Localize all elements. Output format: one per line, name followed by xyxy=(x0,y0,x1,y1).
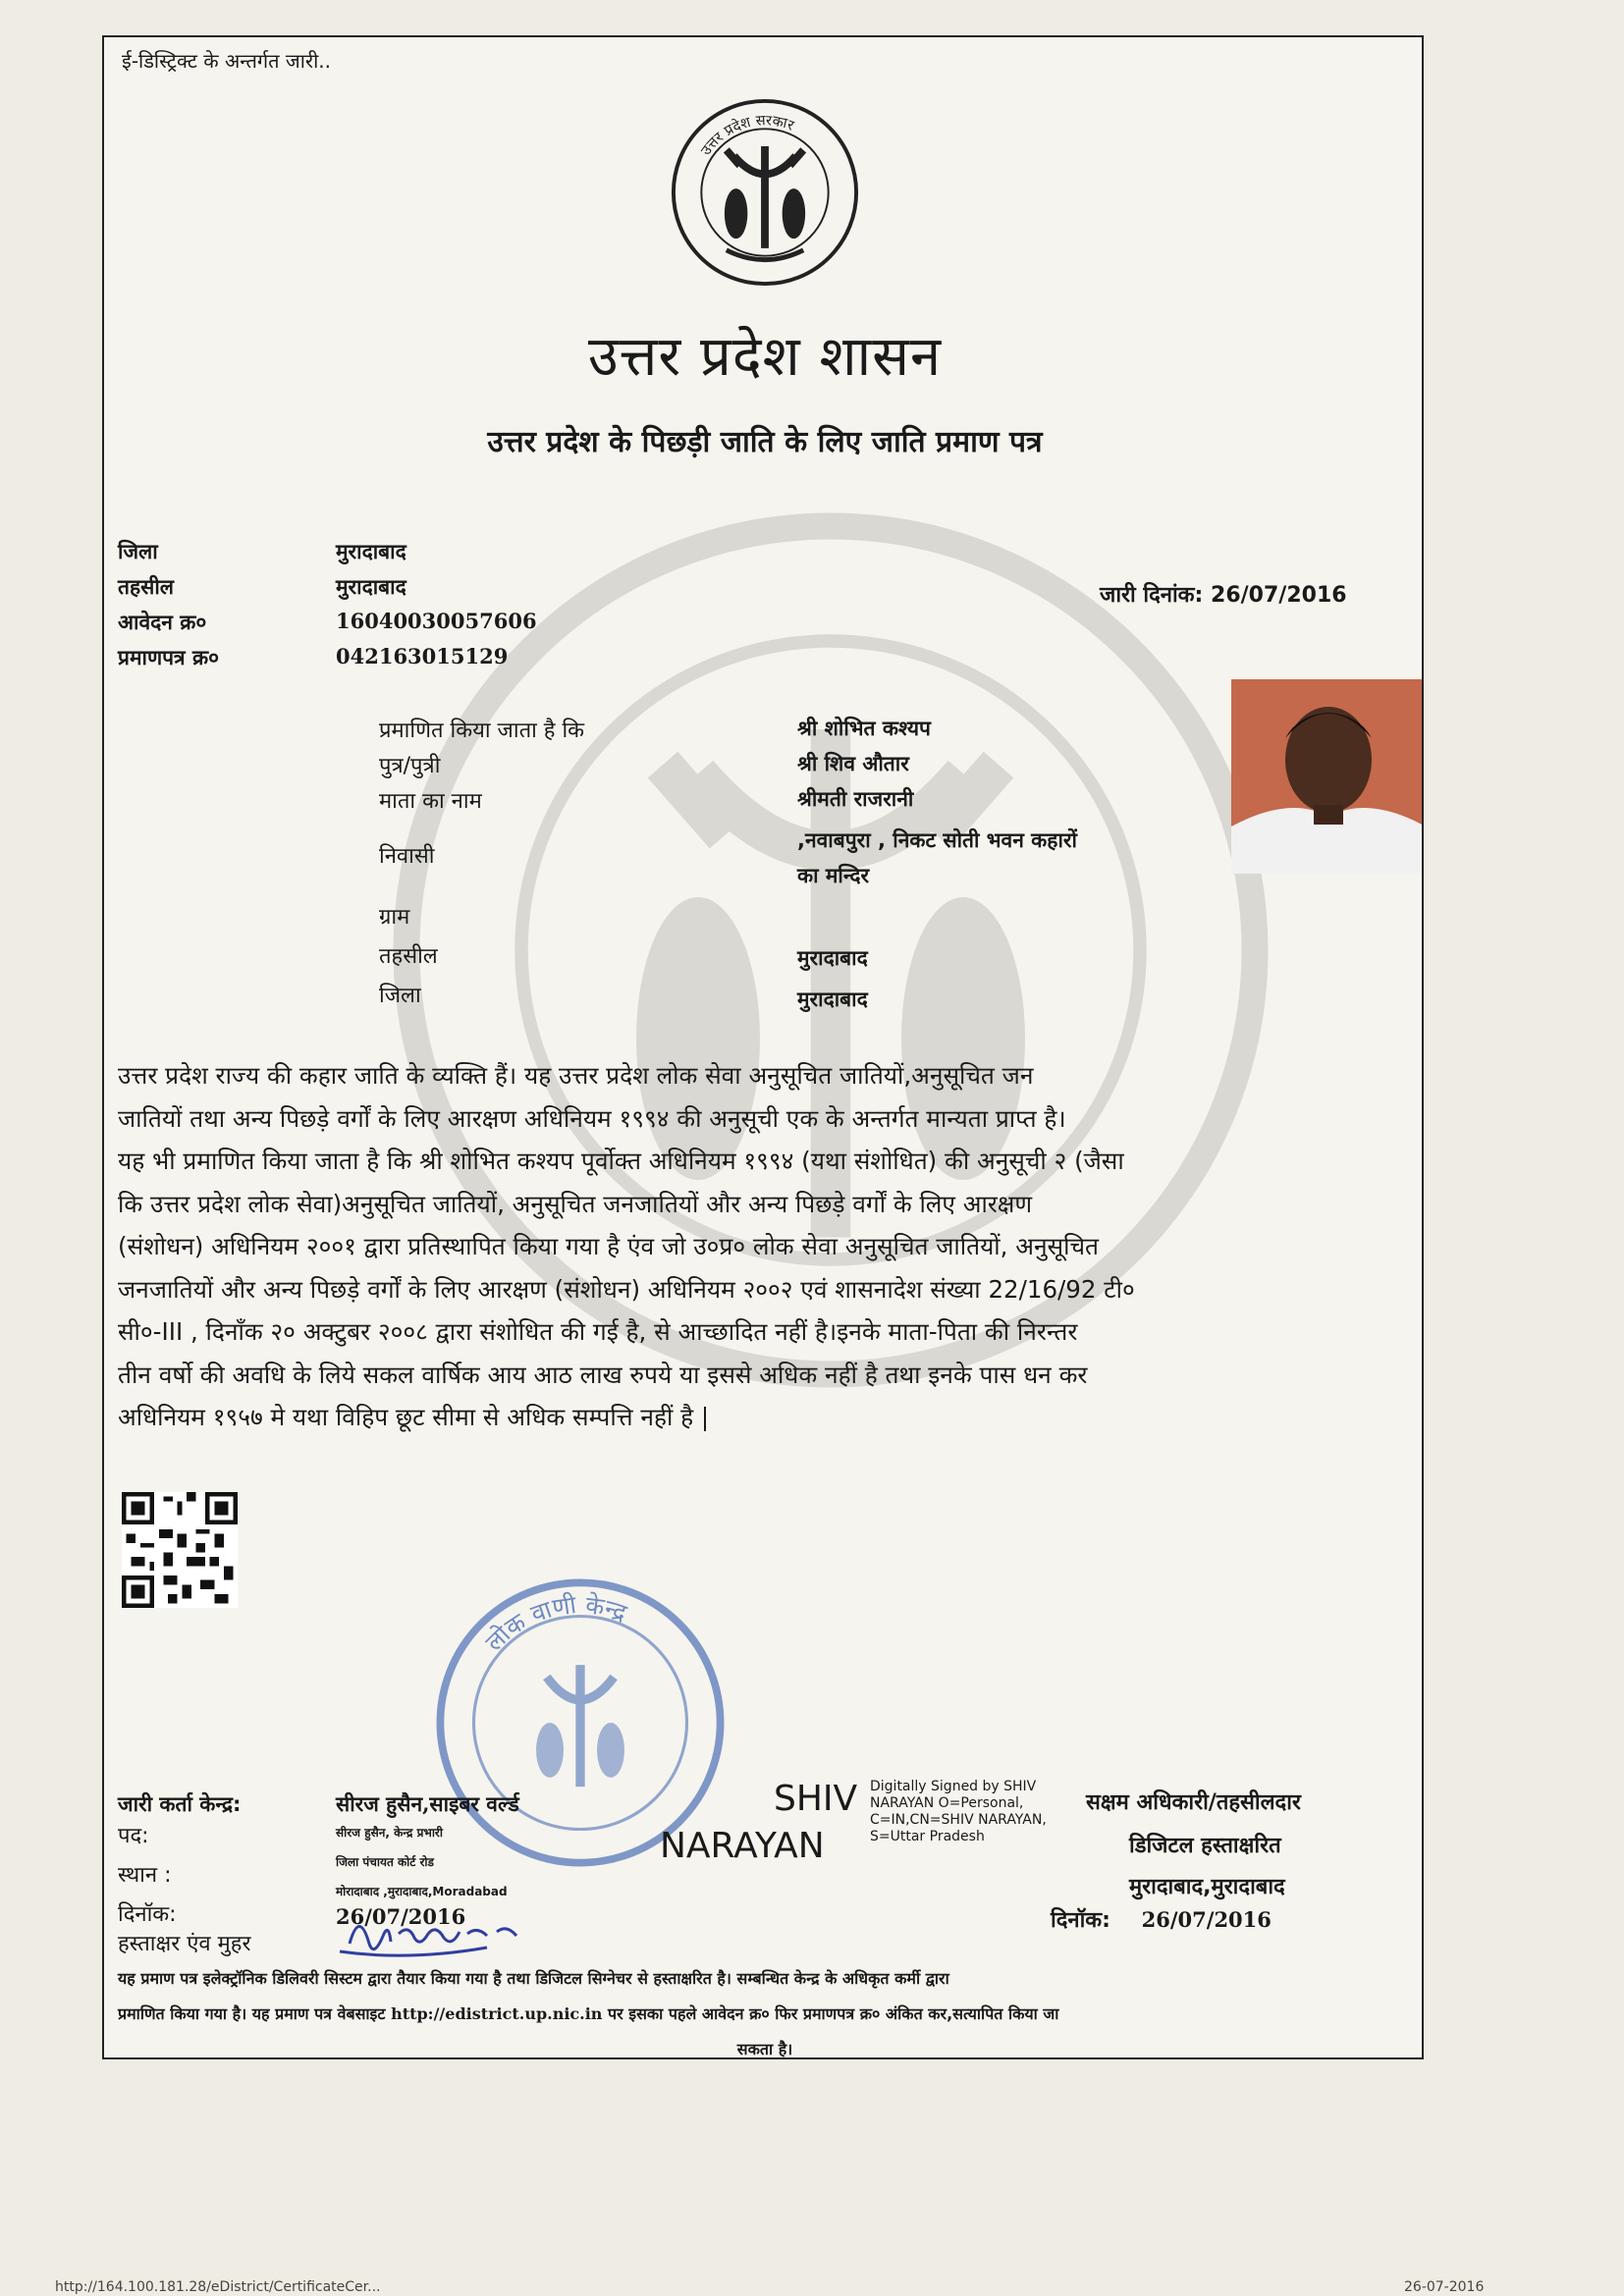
issuer-date-label: दिनॉक: xyxy=(118,1902,177,1927)
field-label-district: जिला xyxy=(379,984,421,1008)
field-value-district: मुरादाबाद xyxy=(797,988,868,1011)
body-line: तीन वर्षो की अवधि के लिये सकल वार्षिक आय आठ लाख रुपये या इससे अधिक नहीं है तथा इनके पास धन कर xyxy=(118,1360,1088,1389)
certificate-body xyxy=(118,1054,1406,1439)
body-line: कि उत्तर प्रदेश लोक सेवा)अनुसूचित जातियों, अनुसूचित जनजातियों और अन्य पिछड़े वर्गों के लिए आरक्षण xyxy=(118,1189,1033,1218)
qr-code[interactable] xyxy=(122,1492,238,1608)
verification-website-link[interactable]: http://edistrict.up.nic.in xyxy=(391,2004,603,2023)
body-line: जातियों तथा अन्य पिछड़े वर्गों के लिए आरक्षण अधिनियम १९९४ की अनुसूची एक के अन्तर्गत मान्यता प्राप्त है। xyxy=(118,1103,1066,1133)
authority-digital: डिजिटल हस्ताक्षरित xyxy=(1129,1834,1281,1858)
footer-line-1: यह प्रमाण पत्र इलेक्ट्रॉनिक डिलिवरी सिस्टम द्वारा तैयार किया गया है तथा डिजिटल सिग्नेचर से हस्ताक्षरित है। सम्बन्धित केन्द्र के अधिकृत कर्मी द्वारा xyxy=(118,1969,949,1988)
district-label: जिला xyxy=(118,540,158,563)
footer-line-3: सकता है। xyxy=(736,2040,793,2058)
digital-signer-name-line2: NARAYAN xyxy=(660,1826,825,1866)
up-government-emblem xyxy=(669,96,861,289)
district-value: मुरादाबाद xyxy=(336,539,406,563)
body-line: सी०-III , दिनाँक २० अक्टुबर २००८ द्वारा संशोधित की गई है, से आच्छादित नहीं है।इनके माता-पिता की निरन्तर xyxy=(118,1317,1078,1346)
certificate-title: उत्तर प्रदेश के पिछड़ी जाति के लिए जाति प्रमाण पत्र xyxy=(487,425,1043,459)
application-label: आवेदन क्र० xyxy=(118,611,207,634)
body-line: (संशोधन) अधिनियम २००१ द्वारा प्रतिस्थापित किया गया है एंव जो उ०प्र० लोक सेवा अनुसूचित जातियों, अनुसूचित xyxy=(118,1232,1099,1260)
field-value-father: श्री शिव औतार xyxy=(797,752,909,775)
issuing-centre-label: जारी कर्ता केन्द्र: xyxy=(118,1792,242,1816)
issue-date-value: 26/07/2016 xyxy=(1211,583,1347,608)
place-value: जिला पंचायत कोर्ट रोड xyxy=(336,1855,434,1869)
field-label-tehsil: तहसील xyxy=(379,944,438,969)
verification-note xyxy=(118,1961,1412,2059)
issue-date-label: जारी दिनांक: xyxy=(1100,583,1204,608)
government-title: उत्तर प्रदेश शासन xyxy=(587,325,943,389)
handwritten-signature xyxy=(330,1904,585,1963)
place-value-line2: मोरादाबाद ,मुरादाबाद,Moradabad xyxy=(336,1885,508,1898)
field-value-name: श्री शोभित कश्यप xyxy=(797,717,931,740)
svg-text:लोक वाणी केन्द्र xyxy=(479,1590,630,1657)
digital-signer-name-line1: SHIV xyxy=(774,1779,858,1819)
footer-line-2-b: पर इसका पहले आवेदन क्र० फिर प्रमाणपत्र क्र० अंकित कर,सत्यापित किया जा xyxy=(608,2004,1059,2023)
print-date: 26-07-2016 xyxy=(1404,2279,1485,2295)
issue-date xyxy=(1100,579,1347,609)
authority-place: मुरादाबाद,मुरादाबाद xyxy=(1129,1875,1285,1899)
authority-title: सक्षम अधिकारी/तहसीलदार xyxy=(1086,1790,1301,1815)
emblem-text: उत्तर प्रदेश सरकार xyxy=(697,112,796,159)
issued-under-note: ई-डिस्ट्रिक्ट के अन्तर्गत जारी.. xyxy=(122,49,331,73)
digital-signature-details: Digitally Signed by SHIV NARAYAN O=Personal, C=IN,CN=SHIV NARAYAN, S=Uttar Pradesh xyxy=(870,1779,1047,1844)
body-line: जनजातियों और अन्य पिछड़े वर्गों के लिए आरक्षण (संशोधन) अधिनियम २००२ एवं शासनादेश संख्या 22/16/92 टी० xyxy=(118,1274,1135,1304)
print-source-url: http://164.100.181.28/eDistrict/CertificateCer... xyxy=(55,2279,381,2295)
signature-seal-label: हस्ताक्षर एंव मुहर xyxy=(118,1932,251,1956)
authority-date-value: 26/07/2016 xyxy=(1141,1907,1272,1932)
field-label-village: ग्राम xyxy=(379,905,410,930)
tehsil-label: तहसील xyxy=(118,575,174,599)
authority-date xyxy=(1051,1904,1272,1934)
post-label: पद: xyxy=(118,1824,149,1848)
issuer-date-value: 26/07/2016 xyxy=(336,1904,466,1929)
body-line: अधिनियम १९५७ मे यथा विहिप छूट सीमा से अधिक सम्पत्ति नहीं है | xyxy=(118,1403,710,1431)
tehsil-value: मुरादाबाद xyxy=(336,574,406,599)
application-number: 160400300576​06 xyxy=(336,609,537,633)
field-value-tehsil: मुरादाबाद xyxy=(797,946,868,970)
field-value-address-line1: ,नवाबपुरा , निकट सोती भवन कहारों xyxy=(797,828,1077,852)
certificate-number: 042163015129 xyxy=(336,644,509,668)
certificate-sheet xyxy=(102,35,1424,2059)
applicant-photo xyxy=(1231,679,1424,874)
authority-date-label: दिनॉक: xyxy=(1051,1908,1110,1933)
field-label-mother: माता का नाम xyxy=(379,789,482,814)
footer-line-2-a: प्रमाणित किया गया है। यह प्रमाण पत्र वेबसाइट xyxy=(118,2004,386,2023)
field-label-resident: निवासी xyxy=(379,844,435,869)
field-value-mother: श्रीमती राजरानी xyxy=(797,787,914,811)
field-value-address-line2: का मन्दिर xyxy=(797,864,870,887)
field-label-certified: प्रमाणित किया जाता है कि xyxy=(379,719,585,743)
issuing-centre-value: सीरज हुसैन,साइबर वर्ल्ड xyxy=(336,1791,519,1816)
footer-line-2 xyxy=(118,1997,1412,2032)
field-label-son-daughter: पुत्र/पुत्री xyxy=(379,754,441,778)
certificate-number-label: प्रमाणपत्र क्र० xyxy=(118,646,220,669)
post-value: सीरज हुसैन, केन्द्र प्रभारी xyxy=(336,1826,443,1840)
place-label: स्थान : xyxy=(118,1863,172,1888)
body-line: यह भी प्रमाणित किया जाता है कि श्री शोभित कश्यप पूर्वोक्त अधिनियम १९९४ (यथा संशोधित) की अनुसूची २ (जैसा xyxy=(118,1147,1124,1175)
seal-text: लोक वाणी केन्द्र xyxy=(479,1589,631,1657)
body-line: उत्तर प्रदेश राज्य की कहार जाति के व्यक्ति हैं। यह उत्तर प्रदेश लोक सेवा अनुसूचित जातियों,अनुसूचित जन xyxy=(118,1061,1034,1090)
